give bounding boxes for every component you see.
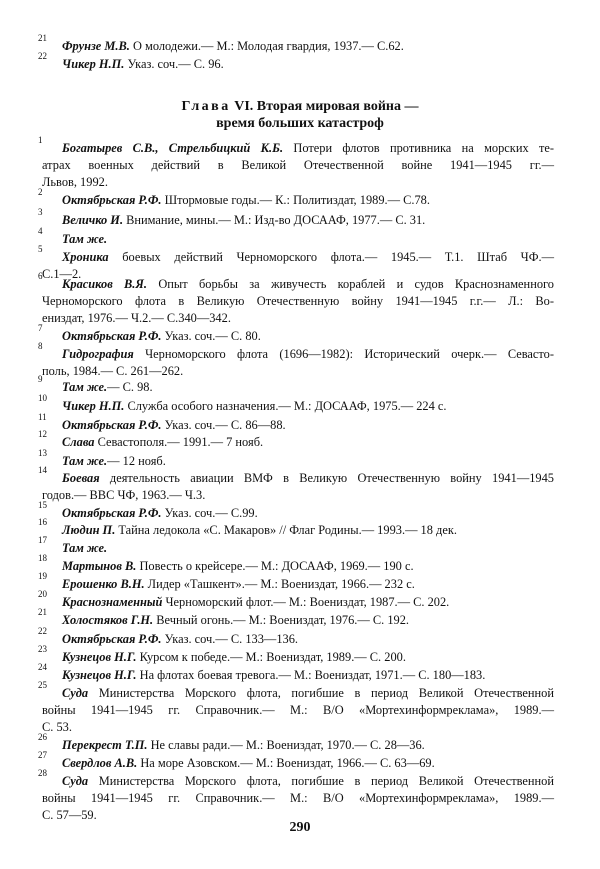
footnote-line [42, 346, 554, 363]
footnote-author: Кузнецов Н.Г. [62, 650, 137, 664]
footnote-number: 23 [38, 644, 47, 654]
footnote-text: Курсом к победе.— М.: Воениздат, 1989.— С. 200. [136, 650, 406, 664]
footnote-text: Львов, 1992. [42, 175, 108, 190]
footnote [38, 768, 554, 825]
footnote-author: Хроника [62, 250, 109, 264]
footnote-line [42, 702, 554, 719]
footnote-number: 24 [38, 662, 47, 672]
footnote [38, 517, 554, 539]
footnote-text: Внимание, мины.— М.: Изд-во ДОСААФ, 1977.— С. 31. [123, 213, 426, 227]
footnote-author: Краснознаменный [62, 595, 163, 609]
footnote-text: Лидер «Ташкент».— М.: Воениздат, 1966.— 232 с. [144, 577, 415, 591]
footnote-line [42, 174, 554, 191]
footnote-line [42, 631, 554, 648]
footnote-line [42, 576, 554, 593]
footnote-number: 15 [38, 500, 47, 510]
footnote [38, 607, 554, 629]
footnote-text: Министерства Морского флота, погибшие в период Великой Отечественной [88, 774, 554, 788]
footnote-author: Суда [62, 686, 89, 700]
footnote [38, 750, 554, 772]
footnote-author: Слава [62, 435, 95, 449]
footnote-line [42, 737, 554, 754]
footnote-number: 14 [38, 465, 47, 475]
footnote-number: 19 [38, 571, 47, 581]
chapter-title-line2: время больших катастроф [216, 116, 384, 131]
footnote-text: Повесть о крейсере.— М.: ДОСААФ, 1969.— 190 с. [136, 559, 414, 573]
page-number: 290 [289, 820, 311, 835]
footnote-author: Чикер Н.П. [62, 57, 125, 71]
footnote [38, 662, 554, 684]
footnote [38, 393, 554, 415]
footnote-author: Фрунзе М.В. [62, 39, 130, 53]
footnote-author: Октябрьская Р.Ф. [62, 418, 162, 432]
footnote-number: 21 [38, 607, 47, 617]
footnote-line [42, 685, 554, 702]
footnote-text: Указ. соч.— С. 80. [161, 329, 261, 343]
footnote-text: Служба особого назначения.— М.: ДОСААФ, 1975.— 224 с. [124, 399, 447, 413]
footnote-text: Черноморского флота в Великую Отечественную войну 1941—1945 г.г.— Л.: Во- [42, 294, 554, 309]
footnote-line [42, 212, 554, 229]
footnote-line [42, 487, 554, 504]
footnote-number: 26 [38, 732, 47, 742]
footnote-author: Боевая [62, 471, 100, 485]
footnote-author: Там же. [62, 454, 108, 468]
footnote-number: 4 [38, 226, 43, 236]
footnote-line [42, 56, 554, 73]
footnote [38, 341, 554, 380]
footnote-number: 9 [38, 374, 43, 384]
footnote-line [42, 417, 554, 434]
footnote-line [42, 719, 554, 736]
footnote-line [42, 558, 554, 575]
footnote-text: деятельность авиации ВМФ в Великую Отечественную войну 1941—1945 [99, 471, 554, 485]
footnote-line [42, 505, 554, 522]
footnote-text: — 12 нояб. [107, 454, 166, 468]
footnote-number: 1 [38, 135, 43, 145]
footnote [38, 535, 554, 557]
footnote-number: 13 [38, 448, 47, 458]
footnote-text: Тайна ледокола «С. Макаров» // Флаг Родины.— 1993.— 18 дек. [115, 523, 457, 537]
footnote-text: боевых действий Черноморского флота.— 1945.— Т.1. Штаб ЧФ.— [108, 250, 554, 264]
footnote [38, 644, 554, 666]
footnote-line [42, 276, 554, 293]
footnote-line [42, 755, 554, 772]
footnote-number: 12 [38, 429, 47, 439]
footnote-line [42, 773, 554, 790]
chapter-label: Глава [181, 99, 231, 114]
footnote-line [42, 667, 554, 684]
footnote-text: Не славы ради.— М.: Воениздат, 1970.— С. 28—36. [147, 738, 425, 752]
footnote-number: 28 [38, 768, 47, 778]
footnote [38, 33, 554, 55]
footnote-number: 16 [38, 517, 47, 527]
footnote-text: Указ. соч.— С.99. [161, 506, 258, 520]
footnote-number: 11 [38, 412, 47, 422]
footnote-line [42, 594, 554, 611]
footnote-author: Чикер Н.П. [62, 399, 125, 413]
footnote-text: войны 1941—1945 гг. Справочник.— М.: В/О «Мортехинформреклама», 1989.— [42, 703, 554, 718]
footnote-number: 2 [38, 187, 43, 197]
footnote-number: 5 [38, 244, 43, 254]
footnote-text: Указ. соч.— С. 86—88. [161, 418, 286, 432]
footnote [38, 207, 554, 229]
footnote-author: Перекрест Т.П. [62, 738, 148, 752]
footnote-author: Октябрьская Р.Ф. [62, 193, 162, 207]
footnote-line [42, 293, 554, 310]
footnote-number: 20 [38, 589, 47, 599]
footnote [38, 135, 554, 192]
footnote [38, 429, 554, 451]
footnote-text: На флотах боевая тревога.— М.: Воениздат, 1971.— С. 180—183. [136, 668, 486, 682]
footnote-line [42, 649, 554, 666]
footnote-author: Октябрьская Р.Ф. [62, 506, 162, 520]
footnote-text: О молодежи.— М.: Молодая гвардия, 1937.— С.62. [129, 39, 404, 53]
footnote-line [42, 310, 554, 327]
footnote-line [42, 231, 554, 248]
footnote-number: 22 [38, 626, 47, 636]
footnote-line [42, 790, 554, 807]
footnote-author: Ерошенко В.Н. [62, 577, 145, 591]
footnote-text: Потери флотов противника на морских те- [283, 141, 554, 155]
footnote-author: Людин П. [62, 523, 116, 537]
footnote-author: Свердлов А.В. [62, 756, 138, 770]
footnote-line [42, 249, 554, 266]
footnote-line [42, 540, 554, 557]
footnote [38, 553, 554, 575]
footnote [38, 589, 554, 611]
footnote-line [42, 140, 554, 157]
footnote-line [42, 522, 554, 539]
footnote-author: Гидрография [62, 347, 134, 361]
chapter-heading [0, 98, 600, 132]
footnote-number: 22 [38, 51, 47, 61]
footnote-line [42, 470, 554, 487]
footnote-number: 21 [38, 33, 47, 43]
footnote-number: 27 [38, 750, 47, 760]
footnote [38, 465, 554, 504]
footnote-text: — С. 98. [107, 380, 153, 394]
footnote-number: 18 [38, 553, 47, 563]
footnote-line [42, 38, 554, 55]
footnote-line [42, 328, 554, 345]
footnote-number: 17 [38, 535, 47, 545]
footnote-line [42, 363, 554, 380]
footnote-line [42, 398, 554, 415]
footnote-line [42, 434, 554, 451]
footnote-author: Октябрьская Р.Ф. [62, 632, 162, 646]
footnote-author: Там же. [62, 541, 108, 555]
footnote-author: Кузнецов Н.Г. [62, 668, 137, 682]
footnote [38, 626, 554, 648]
footnote [38, 51, 554, 73]
footnote-author: Там же. [62, 380, 108, 394]
footnote [38, 571, 554, 593]
footnote-text: войны 1941—1945 гг. Справочник.— М.: В/О «Мортехинформреклама», 1989.— [42, 791, 554, 806]
footnote-text: атрах военных действий в Великой Отечественной войне 1941—1945 гг.— [42, 158, 554, 173]
footnote [38, 226, 554, 248]
footnote-number: 6 [38, 271, 43, 281]
footnote [38, 323, 554, 345]
footnote-text: Министерства Морского флота, погибшие в период Великой Отечественной [88, 686, 554, 700]
footnote-line [42, 612, 554, 629]
footnote [38, 374, 554, 396]
footnote-author: Холостяков Г.Н. [62, 613, 154, 627]
footnote [38, 732, 554, 754]
footnote-number: 25 [38, 680, 47, 690]
footnote-text: Вечный огонь.— М.: Воениздат, 1976.— С. 192. [153, 613, 410, 627]
chapter-title-line1: VI. Вторая мировая война — [234, 99, 419, 114]
footnote-author: Мартынов В. [62, 559, 137, 573]
footnote-text: С.1—2. [42, 267, 82, 282]
footnote-author: Богатырев С.В., Стрельбицкий К.Б. [62, 141, 284, 155]
footnote-text: С. 57—59. [42, 808, 97, 823]
footnote-author: Величко И. [62, 213, 124, 227]
footnote-author: Там же. [62, 232, 108, 246]
footnote-text: поль, 1984.— С. 261—262. [42, 364, 184, 379]
footnote-text: С. 53. [42, 720, 72, 735]
footnote-number: 3 [38, 207, 43, 217]
footnote-text: Севастополя.— 1991.— 7 нояб. [94, 435, 264, 449]
footnote-text: Опыт борьбы за живучесть кораблей и судов Краснознаменного [147, 277, 554, 291]
footnote-author: Суда [62, 774, 89, 788]
footnote-text: ениздат, 1976.— Ч.2.— С.340—342. [42, 311, 231, 326]
footnote-text: Штормовые годы.— К.: Политиздат, 1989.— С.78. [161, 193, 430, 207]
footnote-text: На море Азовском.— М.: Воениздат, 1966.— С. 63—69. [137, 756, 435, 770]
footnote-line [42, 157, 554, 174]
footnote-line [42, 379, 554, 396]
footnote-text: Черноморский флот.— М.: Воениздат, 1987.— С. 202. [162, 595, 450, 609]
chapter-heading-line1 [0, 98, 600, 115]
footnote-number: 7 [38, 323, 43, 333]
footnote-number: 10 [38, 393, 47, 403]
footnote-line [42, 453, 554, 470]
footnote-text: Черноморского флота (1696—1982): Исторический очерк.— Севасто- [133, 347, 554, 361]
footnote-text: годов.— ВВС ЧФ, 1963.— Ч.3. [42, 488, 206, 503]
footnote-author: Октябрьская Р.Ф. [62, 329, 162, 343]
footnote-number: 8 [38, 341, 43, 351]
footnote-text: Указ. соч.— С. 96. [124, 57, 224, 71]
footnote-author: Красиков В.Я. [62, 277, 148, 291]
footnote-line [42, 192, 554, 209]
footnote [38, 187, 554, 209]
footnote-text: Указ. соч.— С. 133—136. [161, 632, 298, 646]
